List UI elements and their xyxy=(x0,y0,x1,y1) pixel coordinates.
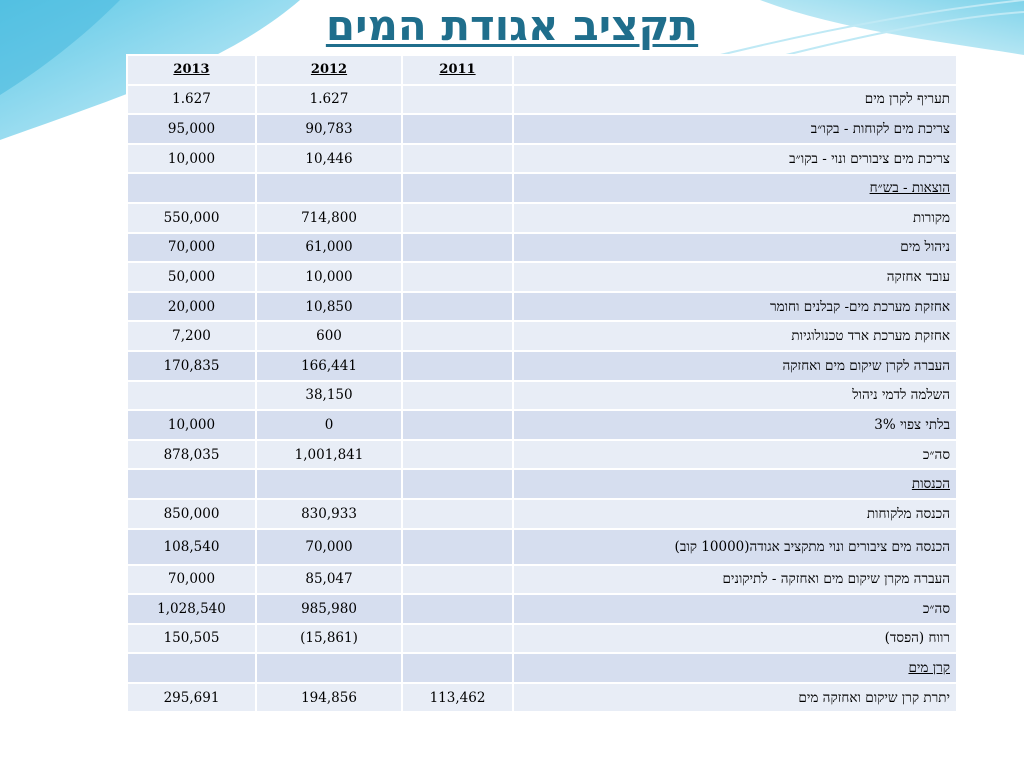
cell-2011 xyxy=(402,233,513,263)
cell-2012: 61,000 xyxy=(256,233,402,263)
table-row xyxy=(127,653,957,683)
cell-2012: 90,783 xyxy=(256,114,402,144)
cell-2011 xyxy=(402,173,513,203)
cell-2013: 10,000 xyxy=(127,144,256,174)
cell-2012: 985,980 xyxy=(256,594,402,624)
table-row xyxy=(127,381,957,411)
table-row xyxy=(127,565,957,595)
row-label: בלתי צפוי 3% xyxy=(513,410,957,440)
cell-2012: 38,150 xyxy=(256,381,402,411)
cell-2013: 295,691 xyxy=(127,683,256,713)
cell-2013: 20,000 xyxy=(127,292,256,322)
cell-2012: (15,861) xyxy=(256,624,402,654)
cell-2012: 10,446 xyxy=(256,144,402,174)
header-2011: 2011 xyxy=(402,55,513,85)
cell-2012: 70,000 xyxy=(256,529,402,565)
table-row xyxy=(127,144,957,174)
header-2013: 2013 xyxy=(127,55,256,85)
header-2012: 2012 xyxy=(256,55,402,85)
cell-2012: 600 xyxy=(256,321,402,351)
cell-2012: 10,850 xyxy=(256,292,402,322)
row-label: אחזקת מערכת ארד טכנולוגיות xyxy=(513,321,957,351)
table-row xyxy=(127,233,957,263)
table-row xyxy=(127,624,957,654)
cell-2013: 95,000 xyxy=(127,114,256,144)
budget-table xyxy=(126,54,958,713)
cell-2013 xyxy=(127,381,256,411)
table-row xyxy=(127,114,957,144)
table-row xyxy=(127,321,957,351)
row-label: אחזקת מערכת מים- קבלנים וחומר xyxy=(513,292,957,322)
cell-2011 xyxy=(402,469,513,499)
cell-2013: 108,540 xyxy=(127,529,256,565)
header-label xyxy=(513,55,957,85)
cell-2012: 830,933 xyxy=(256,499,402,529)
cell-2012: 0 xyxy=(256,410,402,440)
table-row xyxy=(127,683,957,713)
cell-2011 xyxy=(402,499,513,529)
cell-2013: 1,028,540 xyxy=(127,594,256,624)
cell-2012: 85,047 xyxy=(256,565,402,595)
cell-2011 xyxy=(402,529,513,565)
row-label: ניהול מים xyxy=(513,233,957,263)
cell-2011 xyxy=(402,292,513,322)
cell-2011: 113,462 xyxy=(402,683,513,713)
cell-2013: 70,000 xyxy=(127,233,256,263)
cell-2013: 878,035 xyxy=(127,440,256,470)
cell-2011 xyxy=(402,351,513,381)
row-label: הכנסה מלקוחות xyxy=(513,499,957,529)
row-label: תעריף לקרן מים xyxy=(513,85,957,115)
table-row xyxy=(127,173,957,203)
section-label: הוצאות - בש״ח xyxy=(513,173,957,203)
table-row xyxy=(127,499,957,529)
table-row xyxy=(127,351,957,381)
cell-2011 xyxy=(402,624,513,654)
row-label: יתרת קרן שיקום ואחזקה מים xyxy=(513,683,957,713)
row-label: העברה לקרן שיקום מים ואחזקה xyxy=(513,351,957,381)
table-row xyxy=(127,85,957,115)
table-row xyxy=(127,594,957,624)
cell-2013: 1.627 xyxy=(127,85,256,115)
cell-2012: 166,441 xyxy=(256,351,402,381)
cell-2011 xyxy=(402,440,513,470)
cell-2012: 1.627 xyxy=(256,85,402,115)
cell-2011 xyxy=(402,321,513,351)
cell-2012: 714,800 xyxy=(256,203,402,233)
table-row xyxy=(127,440,957,470)
row-label: הכנסה מים ציבורים ונוי מתקציב אגודה(10000 קוב) xyxy=(513,529,957,565)
cell-2012 xyxy=(256,653,402,683)
cell-2011 xyxy=(402,653,513,683)
table-row xyxy=(127,469,957,499)
cell-2012 xyxy=(256,469,402,499)
cell-2013: 7,200 xyxy=(127,321,256,351)
row-label: העברה מקרן שיקום מים ואחזקה - לתיקונים xyxy=(513,565,957,595)
cell-2011 xyxy=(402,410,513,440)
cell-2012: 1,001,841 xyxy=(256,440,402,470)
cell-2011 xyxy=(402,203,513,233)
table-row xyxy=(127,529,957,565)
row-label: סה״כ xyxy=(513,594,957,624)
row-label: סה״כ xyxy=(513,440,957,470)
page-title: תקציב אגודת המים xyxy=(325,1,699,50)
cell-2013: 150,505 xyxy=(127,624,256,654)
row-label: עובד אחזקה xyxy=(513,262,957,292)
row-label: השלמה לדמי ניהול xyxy=(513,381,957,411)
cell-2011 xyxy=(402,85,513,115)
row-label: צריכת מים לקוחות - בקו״ב xyxy=(513,114,957,144)
cell-2013: 50,000 xyxy=(127,262,256,292)
cell-2013: 850,000 xyxy=(127,499,256,529)
cell-2013 xyxy=(127,469,256,499)
table-row xyxy=(127,203,957,233)
cell-2012 xyxy=(256,173,402,203)
cell-2013 xyxy=(127,653,256,683)
section-label: הכנסות xyxy=(513,469,957,499)
table-row xyxy=(127,292,957,322)
cell-2012: 10,000 xyxy=(256,262,402,292)
cell-2012: 194,856 xyxy=(256,683,402,713)
cell-2013: 550,000 xyxy=(127,203,256,233)
cell-2013: 70,000 xyxy=(127,565,256,595)
row-label: צריכת מים ציבורים ונוי - בקו״ב xyxy=(513,144,957,174)
table-row xyxy=(127,410,957,440)
cell-2011 xyxy=(402,565,513,595)
row-label: מקורות xyxy=(513,203,957,233)
cell-2013: 10,000 xyxy=(127,410,256,440)
table-row xyxy=(127,262,957,292)
cell-2011 xyxy=(402,262,513,292)
cell-2011 xyxy=(402,114,513,144)
table-header-row xyxy=(127,55,957,85)
cell-2013: 170,835 xyxy=(127,351,256,381)
cell-2011 xyxy=(402,381,513,411)
row-label: רווח (הפסד) xyxy=(513,624,957,654)
cell-2011 xyxy=(402,144,513,174)
section-label: קרן מים xyxy=(513,653,957,683)
cell-2011 xyxy=(402,594,513,624)
cell-2013 xyxy=(127,173,256,203)
